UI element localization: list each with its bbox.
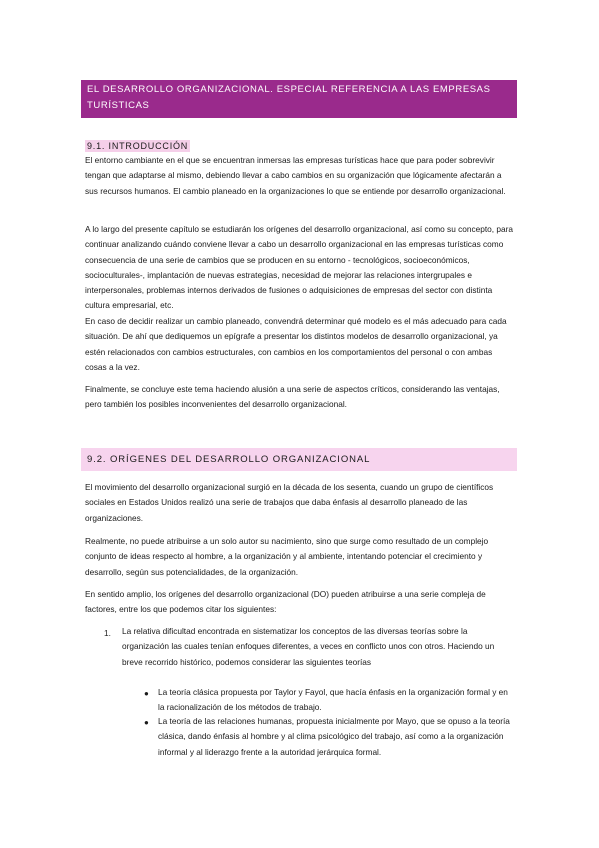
section-heading-origenes: 9.2. ORÍGENES DEL DESARROLLO ORGANIZACIONAL [81,448,517,471]
chapter-title: EL DESARROLLO ORGANIZACIONAL. ESPECIAL REFERENCIA A LAS EMPRESAS TURÍSTICAS [81,80,517,118]
paragraph-origenes-1: El movimiento del desarrollo organizacional surgió en la década de los sesenta, cuando un grupo de científicos sociales en Estados Unidos realizó una serie de trabajos que daba énfasis al desarrollo planeado de las organizaciones. [85,482,494,523]
bullet-item-relaciones-humanas: La teoría de las relaciones humanas, propuesta inicialmente por Mayo, que se opuso a la teoría clásica, dando énfasis al hombre y al clima psicológico del trabajo, así como a la organización informal y al liderazgo frente a la autoridad jerárquica formal. [158,716,510,757]
section-heading-introduccion: 9.1. INTRODUCCIÓN [87,141,189,151]
bullet-icon: ● [144,718,149,727]
paragraph-origenes-2: Realmente, no puede atribuirse a un solo autor su nacimiento, sino que surge como resultado de un complejo conjunto de ideas respecto al hombre, a la organización y al ambiente, intentando potenciar el crecimiento y desarrollo, según sus potencialidades, de la organización. [85,536,489,577]
list-item-text: La relativa dificultad encontrada en sistematizar los conceptos de las diversas teorías sobre la organización las cuales tenían enfoques diferentes, a veces en conflicto unos con otros. Haciendo un breve recorrido histórico, podemos considerar las siguientes teorías [122,626,495,667]
paragraph-intro-1: El entorno cambiante en el que se encuentran inmersas las empresas turísticas hace que para poder sobrevivir tengan que adaptarse al mismo, debiendo llevar a cabo cambios en su organización que lógicamente afectarán a sus recursos humanos. El cambio planeado en la organizaciones lo que se entiende por desarrollo organizacional. [85,155,506,196]
list-number: 1. [104,628,111,638]
bullet-item-teoria-clasica: La teoría clásica propuesta por Taylor y Fayol, que hacía énfasis en la organización formal y en la racionalización de los métodos de trabajo. [158,687,508,713]
paragraph-intro-2: A lo largo del presente capítulo se estudiarán los orígenes del desarrollo organizacional, así como su concepto, para continuar analizando cuándo conviene llevar a cabo un desarrollo organizacional en las empresas turísticas como consecuencia de una serie de cambios que se producen en su entorno - tecnológicos, socioeconómicos, socioculturales-, implantación de nuevas estrategias, necesidad de mejorar las relaciones intergrupales e interpersonales, problemas internos derivados de fusiones o adquisiciones de empresas del sector con distinta cultura empresarial, etc. [85,224,514,311]
paragraph-intro-3: En caso de decidir realizar un cambio planeado, convendrá determinar qué modelo es el más adecuado para cada situación. De ahí que dediquemos un epígrafe a presentar los distintos modelos de desarrollo organizacional, ya estén relacionados con cambios estructurales, con cambios en los comportamientos del personal o con ambas cosas a la vez. [85,316,507,372]
paragraph-intro-4: Finalmente, se concluye este tema haciendo alusión a una serie de aspectos críticos, considerando las ventajas, pero también los posibles inconvenientes del desarrollo organizacional. [85,384,500,410]
bullet-icon: ● [144,689,149,698]
paragraph-origenes-3: En sentido amplio, los orígenes del desarrollo organizacional (DO) pueden atribuirse a una serie compleja de factores, entre los que podemos citar los siguientes: [85,589,486,615]
